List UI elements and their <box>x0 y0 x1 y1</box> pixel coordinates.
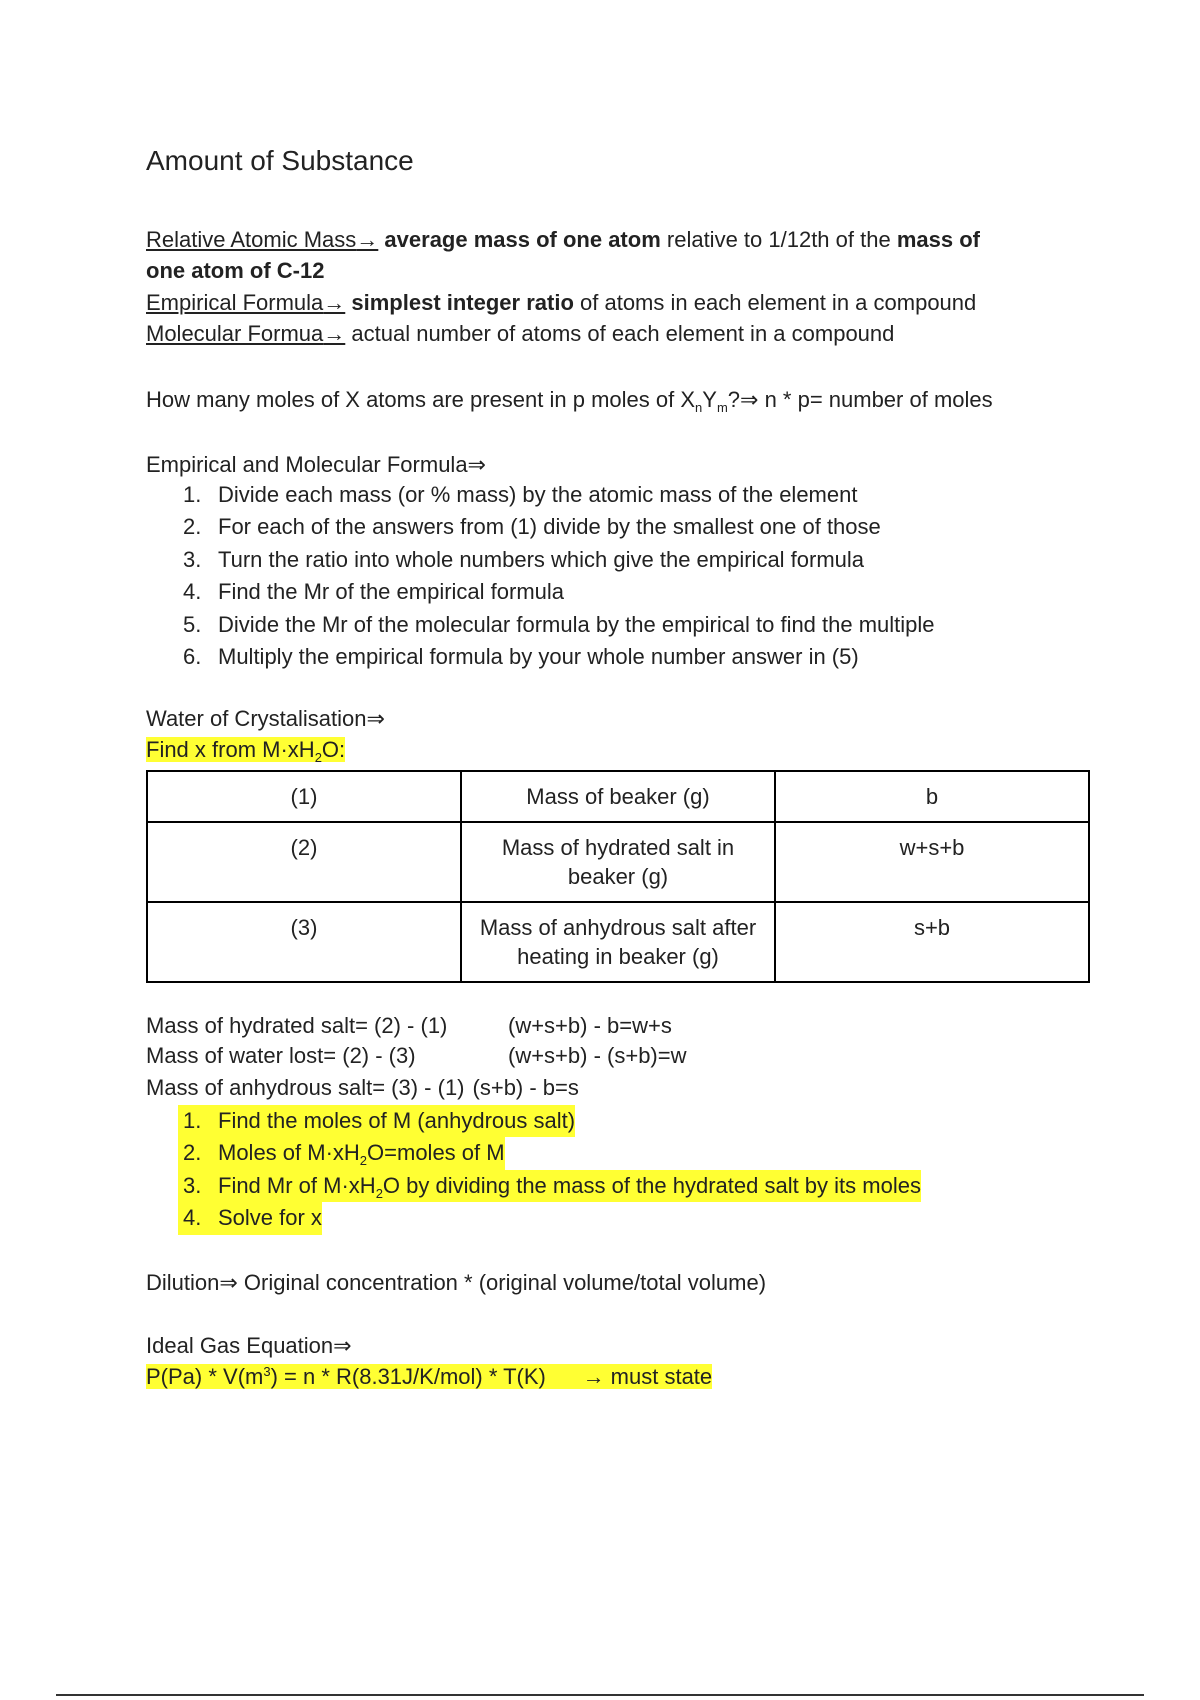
list-item-text: Find the moles of M (anhydrous salt) <box>218 1108 576 1133</box>
moles-question: How many moles of X atoms are present in p moles of $X_nY_m?\Rightarrow$ n * p= number of moles <box>146 387 993 415</box>
list-item-highlight <box>178 1137 505 1169</box>
list-item-number: 3. <box>183 1172 202 1198</box>
def-molecular-formula: Molecular Formua→ actual number of atoms of each element in a compound <box>146 321 895 346</box>
list-item-number: 2. <box>183 514 202 540</box>
table-cell: Mass of beaker (g) <box>461 771 775 822</box>
table-row <box>147 771 1089 822</box>
list-item-text: Turn the ratio into whole numbers which give the empirical formula <box>218 546 865 572</box>
list-item-text: Multiply the empirical formula by your whole number answer in (5) <box>218 644 859 670</box>
wc-find-x <box>146 735 345 765</box>
table-cell: Mass of anhydrous salt after heating in beaker (g) <box>461 902 775 982</box>
list-item <box>146 511 935 543</box>
table-row <box>147 902 1089 982</box>
footer-rule <box>56 1694 1144 1696</box>
list-item-text: Divide the Mr of the molecular formula by the empirical to find the multiple <box>218 611 935 637</box>
term-relative-atomic-mass: Relative Atomic Mass→ <box>146 227 379 252</box>
calc-water-lost: Mass of water lost= (2) - (3) (w+s+b) - (s+b)=w <box>146 1043 687 1068</box>
list-item <box>146 1170 921 1202</box>
def-relative-atomic-mass-cont: one atom of C-12 <box>146 258 325 283</box>
table-cell: (1) <box>147 771 461 822</box>
list-item-number: 2. <box>183 1140 202 1166</box>
def-relative-atomic-mass: Relative Atomic Mass→ average mass of one atom relative to 1/12th of the mass of <box>146 227 980 252</box>
calc-anhydrous-salt: Mass of anhydrous salt= (3) - (1) (s+b) - b=s <box>146 1075 579 1100</box>
list-item <box>146 576 935 608</box>
calc-hydrated-salt: Mass of hydrated salt= (2) - (1) (w+s+b) - b=w+s <box>146 1013 672 1038</box>
table-row <box>147 822 1089 902</box>
table-cell: (2) <box>147 822 461 902</box>
list-item-text: Find the Mr of the empirical formula <box>218 579 565 605</box>
list-item-text: Divide each mass (or % mass) by the atomic mass of the element <box>218 482 858 507</box>
list-item-number: 4. <box>183 1205 202 1231</box>
list-item <box>146 1105 921 1137</box>
emf-heading: Empirical and Molecular Formula⇒ <box>146 452 486 477</box>
wc-table <box>146 770 1090 983</box>
wc-steps-list <box>146 1105 921 1235</box>
table-cell: w+s+b <box>775 822 1089 902</box>
table-cell: b <box>775 771 1089 822</box>
table-cell: (3) <box>147 902 461 982</box>
list-item <box>146 479 935 511</box>
page-title: Amount of Substance <box>146 145 414 176</box>
def-empirical-formula: Empirical Formula→ simplest integer ratio of atoms in each element in a compound <box>146 290 977 315</box>
list-item-text: Solve for x <box>218 1205 322 1231</box>
list-item-text: Moles of $M\cdot xH_2O=moles$ of M <box>218 1140 505 1169</box>
gas-heading: Ideal Gas Equation⇒ <box>146 1333 352 1358</box>
table-cell: s+b <box>775 902 1089 982</box>
gas-equation <box>146 1362 712 1392</box>
table-cell: Mass of hydrated salt in beaker (g) <box>461 822 775 902</box>
wc-heading: Water of Crystalisation⇒ <box>146 706 385 731</box>
emf-steps-list <box>146 479 935 673</box>
list-item-number: 6. <box>183 644 202 670</box>
list-item-number: 4. <box>183 579 202 605</box>
list-item-number: 3. <box>183 546 202 572</box>
dilution-line: Dilution⇒ Original concentration * (original volume/total volume) <box>146 1270 767 1295</box>
wc-find-x-highlight: Find x from $M\cdot xH_2O$: <box>146 737 346 765</box>
list-item-highlight <box>178 1105 575 1137</box>
term-molecular-formula: Molecular Formua→ <box>146 321 346 346</box>
list-item-highlight <box>178 1170 921 1202</box>
list-item-number: 1. <box>183 1108 202 1133</box>
list-item <box>146 1202 921 1234</box>
list-item <box>146 609 935 641</box>
list-item-text: Find Mr of $M\cdot xH_2O$ by dividing the mass of the hydrated salt by its moles <box>218 1172 921 1201</box>
list-item <box>146 544 935 576</box>
list-item-number: 1. <box>183 482 202 507</box>
list-item <box>146 1137 921 1169</box>
list-item <box>146 641 935 673</box>
list-item-text: For each of the answers from (1) divide by the smallest one of those <box>218 514 881 540</box>
term-empirical-formula: Empirical Formula→ <box>146 290 346 315</box>
gas-equation-highlight: $P(Pa) * V(m^3) = n * R(8.31J/K/mol) * T(K)$ → must state <box>146 1364 713 1389</box>
list-item-number: 5. <box>183 611 202 637</box>
list-item-highlight <box>178 1202 322 1234</box>
